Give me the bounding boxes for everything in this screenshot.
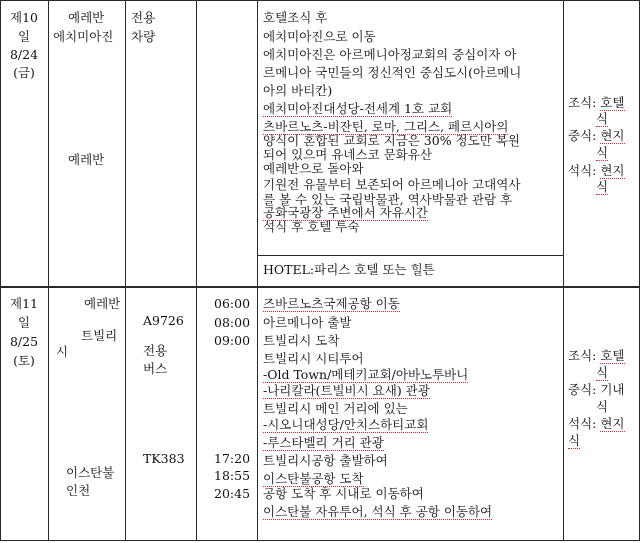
place-name: 예레반 xyxy=(68,10,105,25)
hotel-info: HOTEL:파리스 호텔 또는 힐튼 xyxy=(263,262,435,277)
schedule-line: 석식 후 호텔 투숙 xyxy=(263,219,360,234)
schedule-line: 에치미아진대성당-전세계 1호 교회 xyxy=(263,101,453,116)
day-date: 8/24 xyxy=(9,47,39,62)
meal-label: 조식: xyxy=(568,348,597,363)
schedule-line: 공화국광장 주변에서 자유시간 xyxy=(263,205,428,220)
meal-dinner xyxy=(568,164,625,178)
schedule-line: 기원전 유물부터 보존되어 아르메니아 고대역사 xyxy=(263,177,521,192)
meal-lunch xyxy=(568,383,625,397)
schedule-line: 에치미아진은 아르메니아정교회의 중심이자 아 xyxy=(263,47,517,62)
meal-tail: 식 xyxy=(568,433,581,448)
col-divider-time xyxy=(257,0,258,541)
schedule-line: 를 볼 수 있는 국립박물관, 역사박물관 관람 후 xyxy=(263,192,513,207)
meal-value: 현지 xyxy=(600,416,625,431)
time-value: 08:00 xyxy=(214,315,251,330)
meal-dinner xyxy=(568,417,625,431)
place-name: 에치미아진 xyxy=(53,29,114,44)
col-divider-day xyxy=(48,0,49,541)
row-divider xyxy=(0,286,640,288)
meal-tail: 식 xyxy=(596,111,609,126)
schedule-line: 즈바르노츠국제공항 이동 xyxy=(263,296,400,311)
schedule-line: 아르메니아 출발 xyxy=(263,315,352,330)
day-date: 8/25 xyxy=(9,334,39,349)
meal-tail: 식 xyxy=(596,145,609,160)
table-left-border xyxy=(0,0,1,541)
place-name: 예레반 xyxy=(68,152,105,167)
schedule-line: 르메니아 국민들의 정신적인 중심도시(아르메니 xyxy=(263,65,522,80)
meal-label: 조식: xyxy=(568,95,597,110)
day-unit: 일 xyxy=(17,315,31,330)
day-number: 제11 xyxy=(10,296,38,311)
schedule-line: 공항 도착 후 시내로 이동하여 xyxy=(263,486,424,501)
schedule-line: -루스타벨리 거리 관광 xyxy=(263,435,384,450)
day-number: 제10 xyxy=(10,10,38,25)
schedule-line: 이스탄불공항 도착 xyxy=(263,471,364,486)
flight-code: TK383 xyxy=(143,451,185,466)
schedule-line: -Old Town/메테키교회/아바노투바니 xyxy=(263,367,469,382)
meal-value: 호텔 xyxy=(600,348,625,363)
schedule-line: 트빌리시공항 출발하여 xyxy=(263,453,388,468)
schedule-line: 아의 바티칸) xyxy=(263,83,333,98)
meal-label: 석식: xyxy=(568,416,597,431)
table-top-border xyxy=(0,0,640,1)
col-divider-place xyxy=(125,0,126,541)
table-bottom-border xyxy=(0,540,640,541)
transport-type: 차량 xyxy=(131,29,156,44)
meal-tail: 식 xyxy=(596,365,609,380)
time-value: 06:00 xyxy=(214,296,251,311)
meal-tail: 식 xyxy=(596,399,609,414)
meal-label: 석식: xyxy=(568,163,597,178)
time-value: 09:00 xyxy=(214,333,251,348)
schedule-line: 이스탄불 자유투어, 석식 후 공항 이동하여 xyxy=(263,504,493,519)
schedule-line: 호텔조식 후 xyxy=(263,10,328,25)
hotel-row-divider xyxy=(258,255,563,256)
meal-label: 중식: xyxy=(568,382,597,397)
schedule-line: 예레반으로 돌아와 xyxy=(263,161,364,176)
transport-type: 전용 xyxy=(143,343,168,358)
day-weekday: (금) xyxy=(13,65,35,80)
meal-breakfast xyxy=(568,96,625,110)
time-value: 18:55 xyxy=(214,468,251,483)
place-name: 시 xyxy=(56,344,69,359)
schedule-line: -나리칼라(트빌비시 요새) 관광 xyxy=(263,383,430,398)
meal-label: 중식: xyxy=(568,128,597,143)
day-unit: 일 xyxy=(17,29,31,44)
place-name: 인천 xyxy=(66,483,91,498)
meal-value: 현지 xyxy=(600,163,625,178)
transport-type: 버스 xyxy=(143,361,168,376)
schedule-line: 트빌리시 도착 xyxy=(263,333,340,348)
place-name: 이스탄불 xyxy=(66,465,115,480)
time-value: 20:45 xyxy=(214,486,251,501)
meal-breakfast xyxy=(568,349,625,363)
meal-value: 기내 xyxy=(600,382,625,397)
place-name: 예레반 xyxy=(84,296,121,311)
schedule-line: 되어 있으며 유네스코 문화유산 xyxy=(263,147,432,162)
place-name: 트빌리 xyxy=(81,328,118,343)
col-divider-schedule xyxy=(563,0,564,541)
day-weekday: (토) xyxy=(13,353,35,368)
schedule-line: 에치미아진으로 이동 xyxy=(263,29,376,44)
meal-lunch xyxy=(568,129,625,143)
meal-value: 호텔 xyxy=(600,95,625,110)
col-divider-transport xyxy=(196,0,197,541)
meal-value: 현지 xyxy=(600,128,625,143)
schedule-line: 양식이 혼합된 교회로 지금은 30% 정도만 복원 xyxy=(263,133,520,148)
schedule-line: -시오니대성당/안치스하티교회 xyxy=(263,417,429,432)
flight-code: A9726 xyxy=(143,313,184,328)
transport-type: 전용 xyxy=(131,10,156,25)
schedule-line: 트빌리시 메인 거리에 있는 xyxy=(263,401,408,416)
time-value: 17:20 xyxy=(214,451,251,466)
meal-tail: 식 xyxy=(596,179,609,194)
schedule-line: 트빌리시 시티투어 xyxy=(263,351,364,366)
schedule-line: 츠바르노츠-비잔틴, 로마, 그리스, 페르시아의 xyxy=(263,119,509,134)
